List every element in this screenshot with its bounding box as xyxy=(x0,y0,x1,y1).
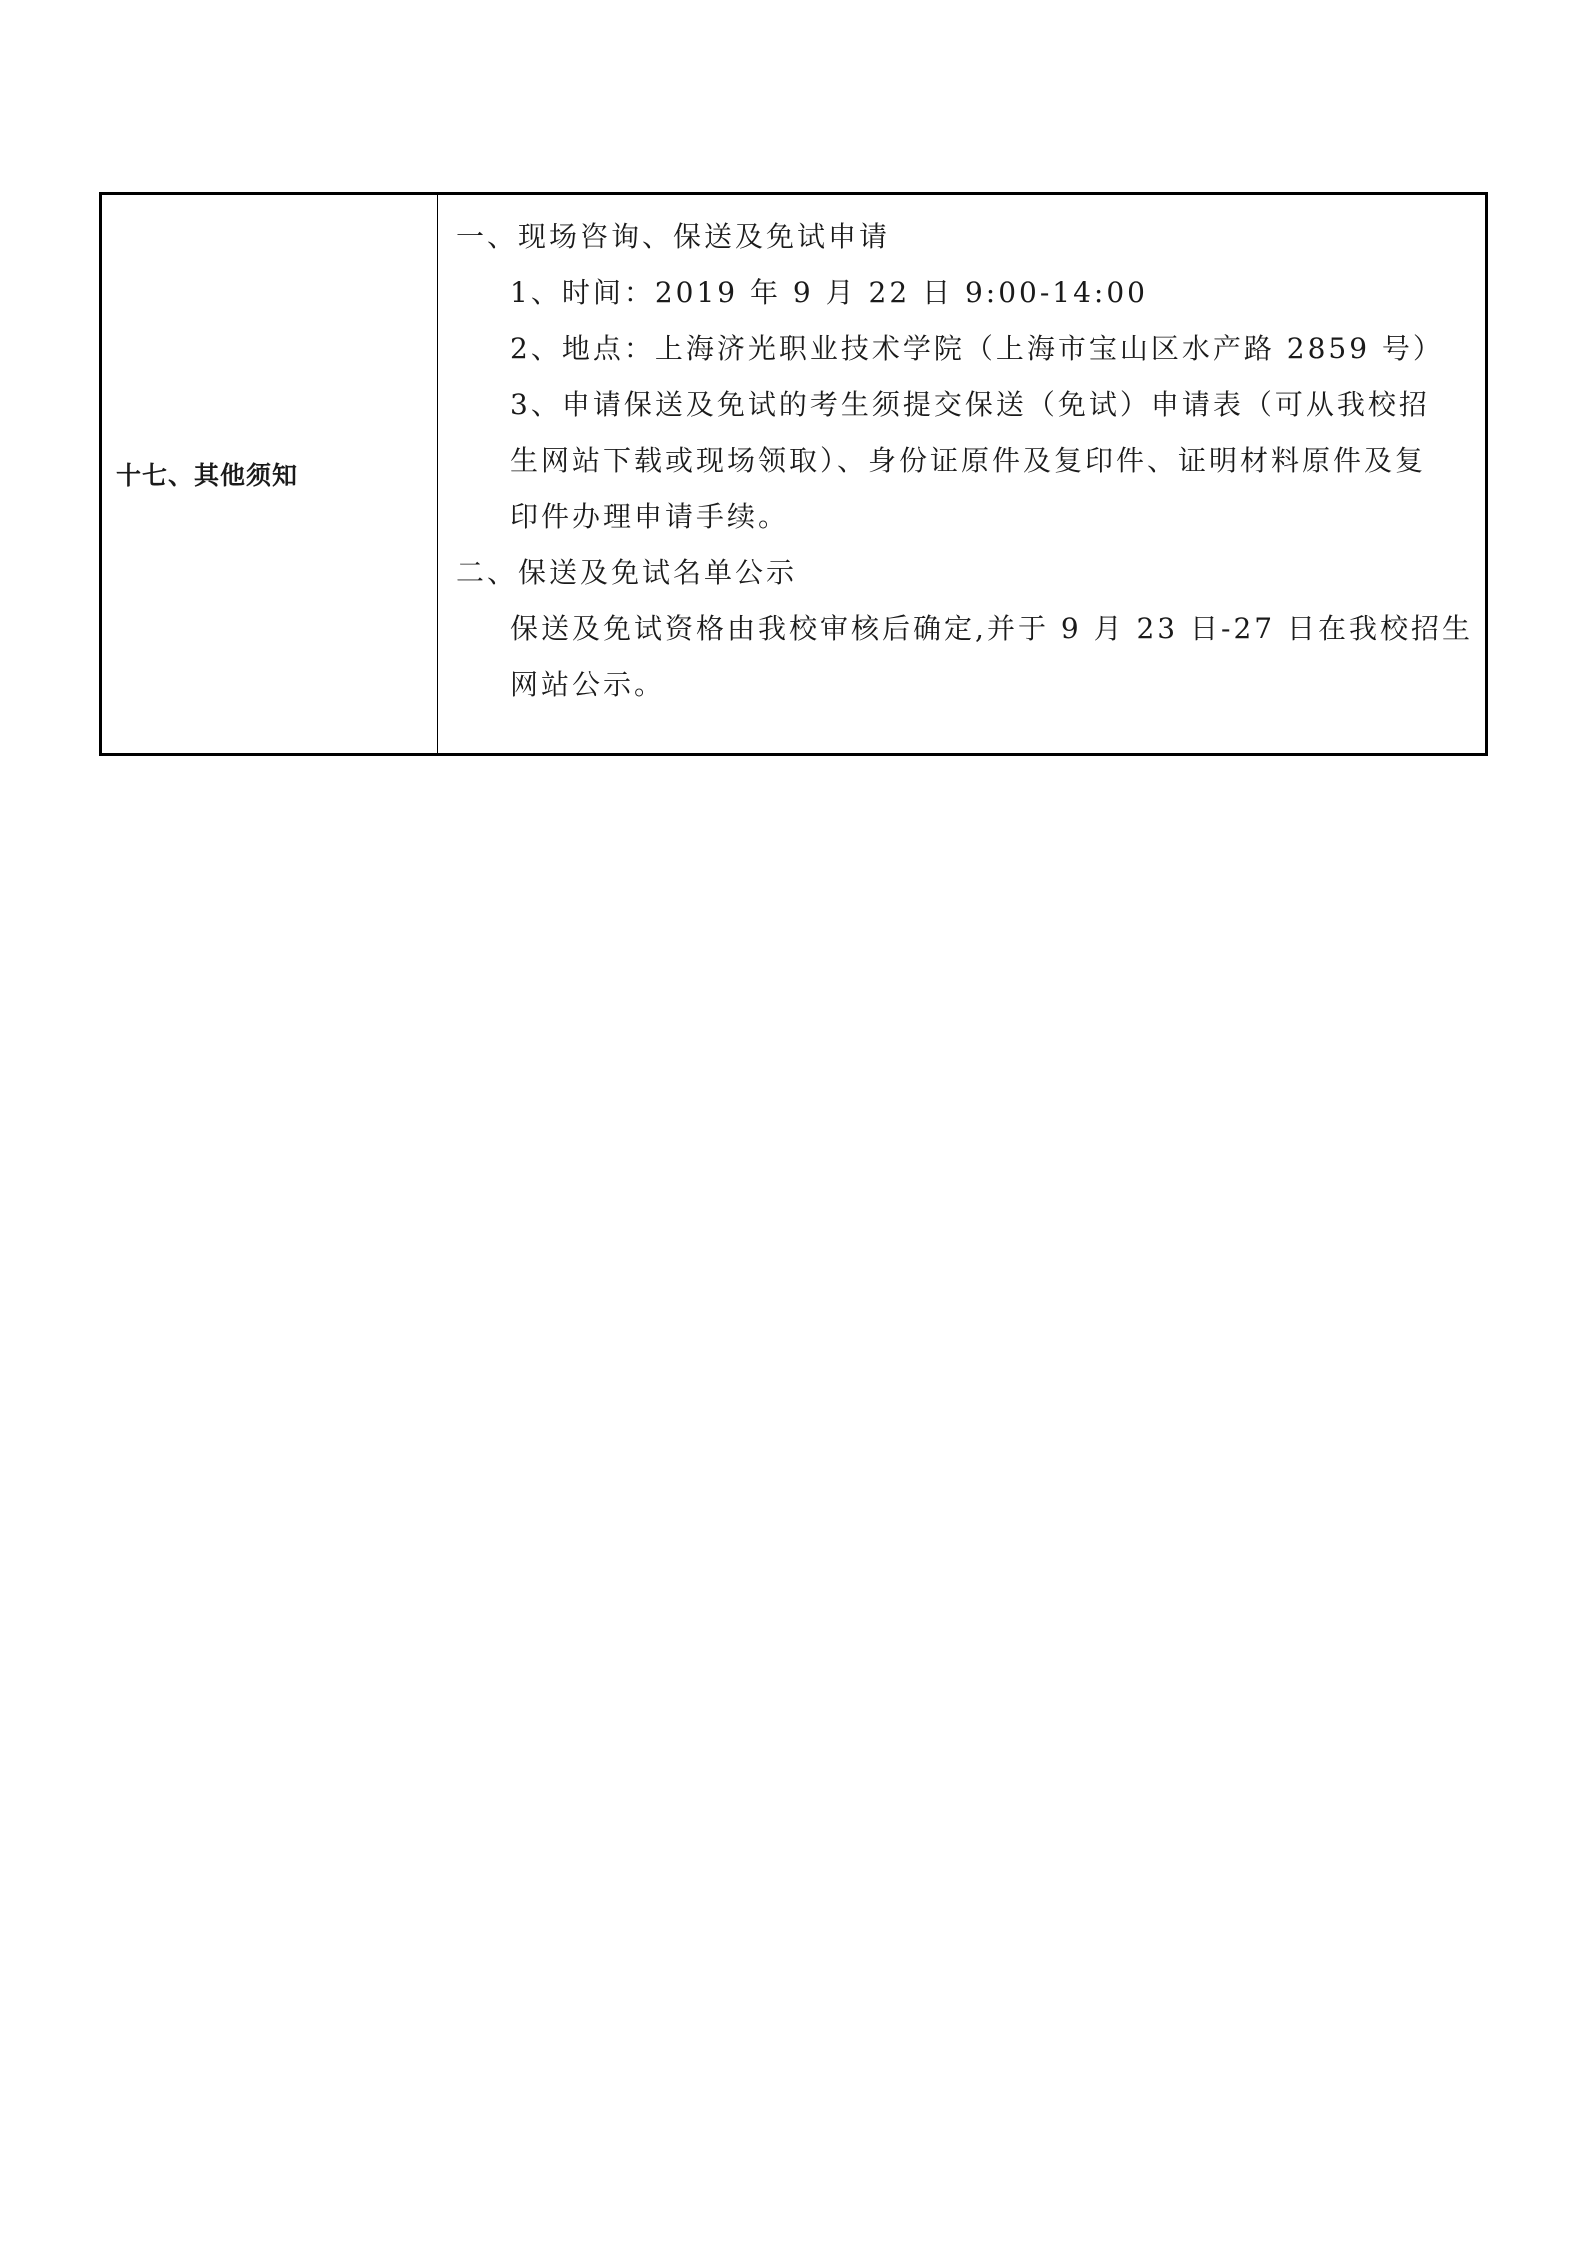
section-heading-consultation: 一、现场咨询、保送及免试申请 xyxy=(456,220,891,253)
item-application-line-1: 3、申请保送及免试的考生须提交保送（免试）申请表（可从我校招 xyxy=(510,388,1430,421)
item-time: 1、时间：2019 年 9 月 22 日 9:00-14:00 xyxy=(510,276,1148,309)
publicity-line-2: 网站公示。 xyxy=(510,668,666,701)
section-heading-publicity: 二、保送及免试名单公示 xyxy=(456,556,798,589)
row-label: 十七、其他须知 xyxy=(102,195,438,753)
row-content xyxy=(438,195,1485,753)
item-location: 2、地点：上海济光职业技术学院（上海市宝山区水产路 2859 号） xyxy=(510,332,1444,365)
publicity-line-1: 保送及免试资格由我校审核后确定,并于 9 月 23 日-27 日在我校招生 xyxy=(510,612,1473,645)
item-application-line-2: 生网站下载或现场领取）、身份证原件及复印件、证明材料原件及复 xyxy=(510,444,1427,477)
notice-table xyxy=(99,192,1488,756)
item-application-line-3: 印件办理申请手续。 xyxy=(510,500,790,533)
